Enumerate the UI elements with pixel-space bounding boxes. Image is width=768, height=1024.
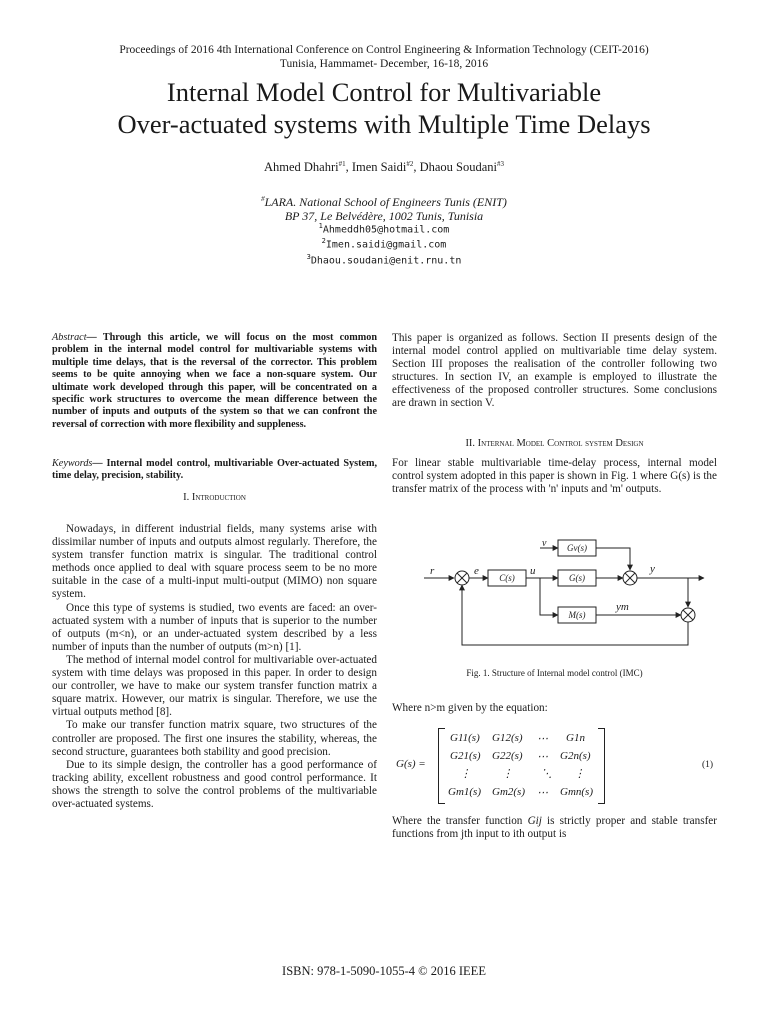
block-m-label: M(s) xyxy=(568,610,586,620)
matrix-cell: ⋯ xyxy=(537,787,548,799)
email-address: Ahmeddh05@hotmail.com xyxy=(322,224,450,236)
author-name: Ahmed Dhahri xyxy=(263,160,339,175)
matrix-cell: Gmn(s) xyxy=(560,786,593,798)
signal-r-label: r xyxy=(430,565,435,577)
paper-title xyxy=(0,76,768,140)
email-address: Imen.saidi@gmail.com xyxy=(325,239,447,251)
signal-u-label: u xyxy=(530,565,536,577)
block-gv-label: Gv(s) xyxy=(567,543,587,553)
intro-paragraph: The method of internal model control for multivariable over-actuated system with time delays was proposed in this paper. In order to design our controller, we have to make our system transfer function matrix a square matrix. However, our matrix is singular. Therefore, we use the virtual outputs method [8]. xyxy=(52,653,377,719)
intro-paragraph: Due to its simple design, the controller has a good performance of tracking ability, excellent robustness and good control performance. It shows the strength to solve the control problems of the multivariable over-actuated systems. xyxy=(52,758,377,810)
where-text xyxy=(392,702,717,715)
intro-heading: I. Introduction xyxy=(183,492,246,503)
keywords-label: Keywords xyxy=(52,458,93,469)
email-mark: 3 xyxy=(306,253,311,261)
intro-paragraph: To make our transfer function matrix square, two structures of the controller are proposed. The first one insures the stability, whereas, the second structure, guarantees both stability and good precision. xyxy=(52,719,377,758)
transfer-function-text xyxy=(392,815,717,841)
text-segment: Where the transfer function xyxy=(392,815,528,827)
isbn-footer: ISBN: 978-1-5090-1055-4 © 2016 IEEE xyxy=(282,964,486,978)
author-separator: , xyxy=(345,160,352,175)
imc-heading: II. Internal Model Control system Design xyxy=(465,438,644,449)
signal-ym-label: ym xyxy=(616,601,629,613)
proceedings-header xyxy=(0,43,768,71)
email-address: Dhaou.soudani@enit.rnu.tn xyxy=(310,255,462,267)
paper-organization xyxy=(392,332,717,411)
proceedings-line-2: Tunisia, Hammamet- December, 16-18, 2016 xyxy=(279,58,489,70)
equation-lhs: G(s) = xyxy=(396,758,426,770)
title-line-1: Internal Model Control for Multivariable xyxy=(166,77,602,107)
text-segment: is strictly proper and stable transfer functions from jth input to ith output is xyxy=(392,815,717,841)
author-list xyxy=(0,160,768,175)
email-mark: 1 xyxy=(318,222,323,230)
block-c-label: C(s) xyxy=(499,573,515,583)
intro-paragraph: Nowadays, in different industrial fields, many systems arise with dissimilar number of inputs and outputs almost regularly. Therefore, the system transfer function matrix is singular. The traditional control methods once applied to deal with square process seem to be no more suitable in the case of a multi-input multi-output (MIMO) non square system. xyxy=(52,523,377,601)
disturbance-line xyxy=(596,548,630,570)
keywords-text: Internal model control, multivariable Over-actuated System, time delay, precision, stability. xyxy=(52,458,378,482)
author-mark: #2 xyxy=(406,160,414,168)
signal-u-branch xyxy=(540,578,558,615)
matrix-left-bracket xyxy=(438,728,445,804)
keywords-dash: — xyxy=(92,458,107,469)
matrix-cell: ⋯ xyxy=(537,733,548,745)
signal-e-label: e xyxy=(474,565,479,577)
abstract-dash: — xyxy=(86,332,103,343)
equation-number: (1) xyxy=(702,760,714,770)
organization-paragraph: This paper is organized as follows. Section II presents design of the internal model control applied on multivariable time delay system. Section III proposes the realisation of the controller following two structures. In section IV, an example is employed to illustrate the effectiveness of the proposed controller structures. Some conclusions are drawn in section V. xyxy=(392,332,717,410)
figure-caption: Fig. 1. Structure of Internal model control (IMC) xyxy=(466,668,643,678)
intro-body xyxy=(52,523,377,811)
abstract-label: Abstract xyxy=(52,332,87,343)
affiliation-mark: # xyxy=(261,195,265,203)
email-mark: 2 xyxy=(321,237,326,245)
proceedings-line-1: Proceedings of 2016 4th International Conference on Control Engineering & Information Technology (CEIT-2016) xyxy=(119,44,649,56)
abstract-text: Through this article, we will focus on the most common problem in the internal model control for multivariable systems with multiple time delays, that is the reversal of the corrector. This problem seems to be quite annoying when we face a non-square system. Our ultimate work developed through this paper, will be concentrated on a specific work structures to overcome the mean difference between the number of inputs and outputs of the system so that we can confront the reversal of correction with more flexibility and suppleness. xyxy=(52,332,377,430)
author-name: Imen Saidi xyxy=(351,160,407,175)
where-sentence: Where n>m given by the equation: xyxy=(392,702,548,714)
matrix-cell: G1n xyxy=(566,732,585,744)
block-g-label: G(s) xyxy=(569,573,585,583)
imc-intro xyxy=(392,457,717,496)
email-2[interactable] xyxy=(0,237,768,250)
affiliation xyxy=(0,192,768,223)
signal-v-label: v xyxy=(542,538,547,549)
matrix-cell: G2n(s) xyxy=(560,750,591,762)
author-name: Dhaou Soudani xyxy=(419,160,498,175)
matrix-cell: G12(s) xyxy=(492,732,523,744)
matrix-cell: ⋮ xyxy=(502,768,513,780)
email-3[interactable] xyxy=(0,253,768,266)
matrix-cell: ⋮ xyxy=(574,768,585,780)
intro-paragraph: Once this type of systems is studied, two events are faced: an over-actuated system with a number of inputs that is superior to the number of outputs (m<n), or an under-actuated system described by a less number of inputs than the number of outputs (m>n) [1]. xyxy=(52,601,377,653)
equation-1 xyxy=(396,728,718,804)
signal-y-label: y xyxy=(650,563,655,575)
matrix-right-bracket xyxy=(598,728,605,804)
abstract xyxy=(52,332,377,431)
matrix-cell: G11(s) xyxy=(450,732,480,744)
affiliation-line-2: BP 37, Le Belvédère, 1002 Tunis, Tunisia xyxy=(284,209,484,223)
matrix-cell: G22(s) xyxy=(492,750,523,762)
author-mark: #1 xyxy=(338,160,346,168)
matrix-cell: ⋯ xyxy=(537,751,548,763)
matrix-cell: Gm1(s) xyxy=(448,786,481,798)
affiliation-line-1: LARA. National School of Engineers Tunis (ENIT) xyxy=(264,195,507,209)
title-line-2: Over-actuated systems with Multiple Time Delays xyxy=(117,109,651,139)
imc-paragraph: For linear stable multivariable time-delay process, internal model control system adopted in this paper is shown in Fig. 1 where G(s) is the transfer matrix of the process with 'n' inputs and 'm' outputs. xyxy=(392,457,717,496)
matrix-cell: ⋮ xyxy=(460,768,471,780)
author-separator: , xyxy=(413,160,420,175)
imc-block-diagram xyxy=(392,530,717,660)
author-mark: #3 xyxy=(497,160,505,168)
matrix-cell: G21(s) xyxy=(450,750,481,762)
matrix-cell: ⋱ xyxy=(541,768,552,780)
keywords xyxy=(52,458,377,483)
matrix-cell: Gm2(s) xyxy=(492,786,525,798)
email-1[interactable] xyxy=(0,222,768,235)
math-symbol: Gij xyxy=(527,815,542,827)
